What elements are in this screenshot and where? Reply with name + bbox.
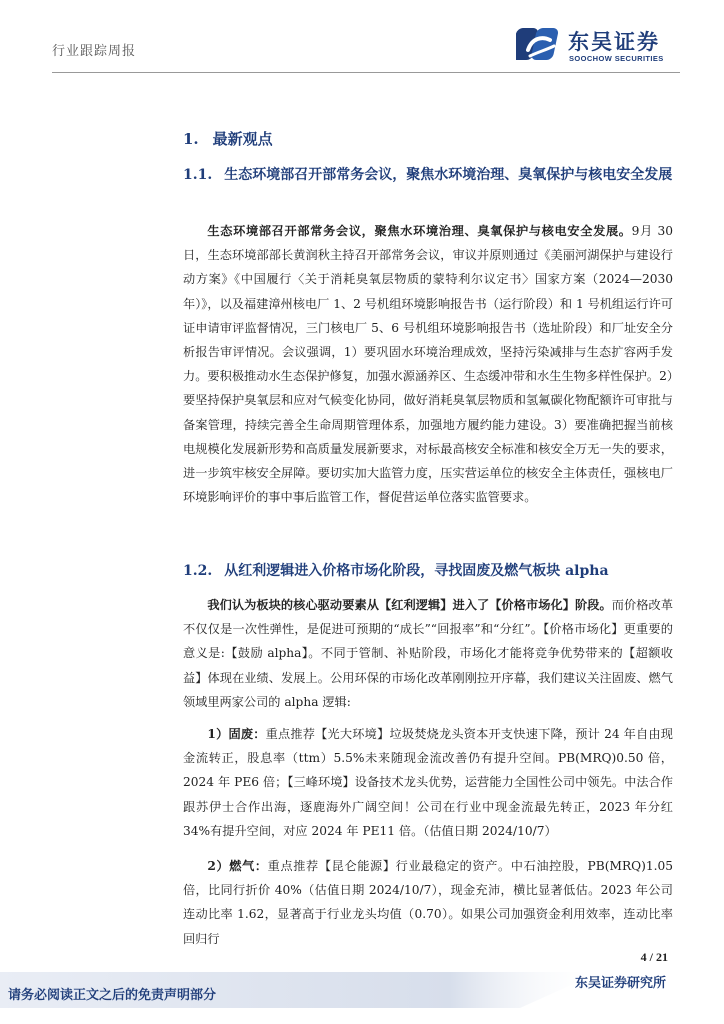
disclaimer-note: 请务必阅读正文之后的免责声明部分 xyxy=(8,988,217,1003)
report-type-label: 行业跟踪周报 xyxy=(52,44,137,59)
soochow-logo-icon xyxy=(516,24,564,64)
paragraph-body: 而价格改革不仅仅是一次性弹性，是促进可预期的“成长”“回报率”和“分红”。【价格市场化】更重要的意义是:【鼓励 alpha】。不同于管制、补贴阶段，市场化才能将竞争优势带来的【超额收益】体现在业绩、发展上。公用环保的市场化改革刚刚拉开序幕，我们建议关注固废、燃气领域里两家公司的 alpha 逻辑: xyxy=(183,598,674,709)
brand-name-en: SOOCHOW SECURITIES xyxy=(569,54,664,63)
subsection-title: 生态环境部召开部常务会议，聚焦水环境治理、臭氧保护与核电安全发展 xyxy=(224,167,673,183)
brand-logo xyxy=(516,24,676,68)
institute-name: 东吴证券研究所 xyxy=(574,976,666,991)
section-title: 最新观点 xyxy=(212,130,273,148)
header-divider xyxy=(52,72,680,73)
paragraph-body: 9月 30 日，生态环境部部长黄润秋主持召开部常务会议，审议并原则通过《美丽河湖保护与建设行动方案》《中国履行〈关于消耗臭氧层物质的蒙特利尔议定书〉国家方案（2024—2030 年）》，以及福建漳州核电厂 1、2 号机组环境影响报告书（运行阶段）和 1 号机组运行许可证申请审评监督情况，三门核电厂 5、6 号机组环境影响报告书（选址阶段）和厂址安全分析报告审评情况。会议强调，1）要巩固水环境治理成效，坚持污染减排与生态扩容两手发力。要积极推动水生态保护修复，加强水源涵养区、生态缓冲带和水生生物多样性保护。2）要坚持保护臭氧层和应对气候变化协同，做好消耗臭氧层物质和氢氟碳化物配额许可审批与备案管理，持续完善全生命周期管理体系，加强地方履约能力建设。3）要准确把握当前核电规模化发展新形势和高质量发展新要求，对标最高核安全标准和核安全万无一失的要求，进一步筑牢核安全屏障。要切实加大监管力度，压实营运单位的核安全主体责任，强核电厂环境影响评价的事中事后监管工作，督促营运单位落实监管要求。 xyxy=(183,224,674,505)
subsection-number: 1.2. xyxy=(183,563,213,579)
subsection-number: 1.1. xyxy=(183,167,213,183)
list-item-body: 重点推荐【光大环境】垃圾焚烧龙头资本开支快速下降，预计 24 年自由现金流转正，股息率（ttm）5.5%未来随现金流改善仍有提升空间。PB(MRQ)0.50 倍，2024 年 PE6 倍；【三峰环境】设备技术龙头优势，运营能力全国性公司中领先。中法合作跟苏伊士合作出海，逐鹿海外广阔空间！公司在行业中现金流最先转正，2023 年分红 34%有提升空间，对应 2024 年 PE11 倍。（估值日期 2024/10/7） xyxy=(183,727,673,838)
subsection-heading xyxy=(183,559,673,584)
list-item-label: 1）固废： xyxy=(207,727,266,741)
list-item xyxy=(183,854,673,951)
list-item-body: 重点推荐【昆仑能源】行业最稳定的资产。中石油控股，PB(MRQ)1.05 倍，比同行折价 40%（估值日期 2024/10/7），现金充沛，横比显著低估。2023 年公司连动比率 1.62，显著高于行业龙头均值（0.70）。如果公司加强资金利用效率，连动比率回归行 xyxy=(183,859,674,946)
paragraph xyxy=(183,593,673,714)
subsection-heading xyxy=(183,163,673,188)
subsection-title: 从红利逻辑进入价格市场化阶段，寻找固废及燃气板块 alpha xyxy=(224,563,609,579)
page-number: 4 / 21 xyxy=(640,950,668,964)
list-item-label: 2）燃气： xyxy=(207,859,268,873)
section-heading xyxy=(183,128,273,149)
paragraph-lead: 我们认为板块的核心驱动要素从【红利逻辑】进入了【价格市场化】阶段。 xyxy=(207,598,612,612)
paragraph xyxy=(183,219,673,509)
brand-name-cn: 东吴证券 xyxy=(568,30,660,54)
section-number: 1. xyxy=(183,130,199,148)
list-item xyxy=(183,722,673,843)
paragraph-lead: 生态环境部召开部常务会议，聚焦水环境治理、臭氧保护与核电安全发展。 xyxy=(207,224,632,238)
